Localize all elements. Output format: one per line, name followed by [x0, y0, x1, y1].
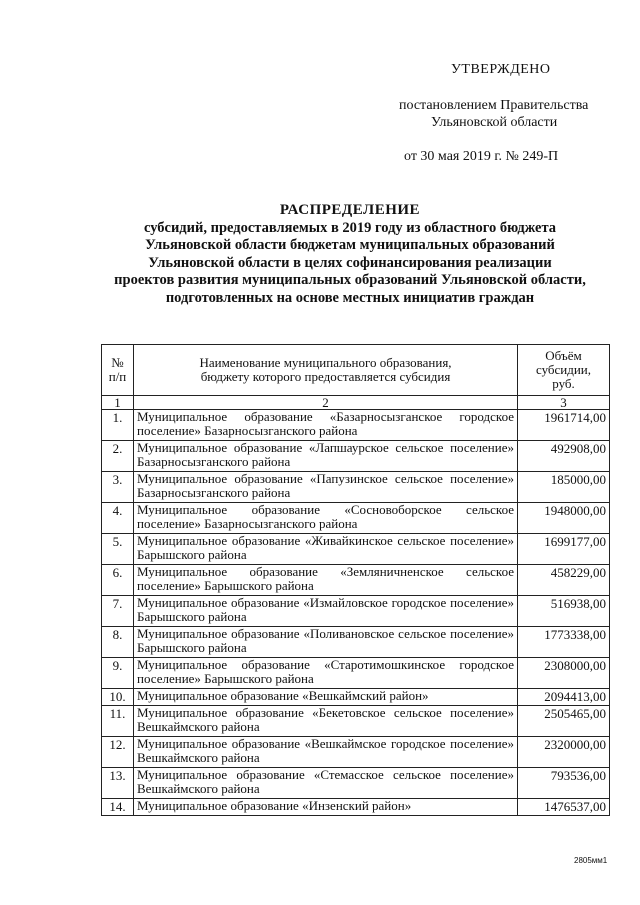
row-name: Муниципальное образование «Инзенский район» — [134, 799, 518, 816]
title-line: подготовленных на основе местных инициатив граждан — [165, 289, 535, 306]
row-amount: 2320000,00 — [518, 737, 610, 768]
table-row — [102, 737, 610, 768]
table-row — [102, 441, 610, 472]
row-number: 12. — [102, 737, 134, 768]
table-row — [102, 534, 610, 565]
row-amount: 793536,00 — [518, 768, 610, 799]
row-amount: 492908,00 — [518, 441, 610, 472]
table-row — [102, 472, 610, 503]
row-name: Муниципальное образование «Вешкаймское городское поселение» Вешкаймского района — [134, 737, 518, 768]
title-line: субсидий, предоставляемых в 2019 году из областного бюджета — [143, 219, 557, 236]
row-amount: 458229,00 — [518, 565, 610, 596]
subsidy-table — [101, 344, 610, 816]
approved-by-line1: постановлением Правительства — [399, 98, 589, 113]
row-amount: 1476537,00 — [518, 799, 610, 816]
approved-by-line2: Ульяновской области — [431, 115, 558, 130]
table-row — [102, 596, 610, 627]
approval-date: от 30 мая 2019 г. № 249-П — [404, 149, 559, 164]
row-name: Муниципальное образование «Земляничненское сельское поселение» Барышского района — [134, 565, 518, 596]
row-amount: 516938,00 — [518, 596, 610, 627]
header-num: № п/п — [102, 345, 134, 396]
row-number: 5. — [102, 534, 134, 565]
table-row — [102, 410, 610, 441]
row-name: Муниципальное образование «Папузинское сельское поселение» Базарносызганского района — [134, 472, 518, 503]
row-name: Муниципальное образование «Старотимошкинское городское поселение» Барышского района — [134, 658, 518, 689]
row-name: Муниципальное образование «Стемасское сельское поселение» Вешкаймского района — [134, 768, 518, 799]
table-row — [102, 565, 610, 596]
table-row — [102, 627, 610, 658]
row-number: 6. — [102, 565, 134, 596]
column-number: 2 — [134, 396, 518, 410]
document-code: 2805мм1 — [574, 856, 608, 865]
row-name: Муниципальное образование «Сосновоборское сельское поселение» Базарносызганского района — [134, 503, 518, 534]
title-line: проектов развития муниципальных образований Ульяновской области, — [114, 272, 586, 288]
row-number: 9. — [102, 658, 134, 689]
row-name: Муниципальное образование «Живайкинское сельское поселение» Барышского района — [134, 534, 518, 565]
row-number: 2. — [102, 441, 134, 472]
row-number: 14. — [102, 799, 134, 816]
row-amount: 1699177,00 — [518, 534, 610, 565]
table-header-row — [102, 345, 610, 396]
row-amount: 2094413,00 — [518, 689, 610, 706]
table-row — [102, 706, 610, 737]
approved-stamp: УТВЕРЖДЕНО — [451, 62, 551, 77]
row-amount: 185000,00 — [518, 472, 610, 503]
row-amount: 1773338,00 — [518, 627, 610, 658]
row-number: 11. — [102, 706, 134, 737]
table-row — [102, 689, 610, 706]
row-number: 7. — [102, 596, 134, 627]
row-name: Муниципальное образование «Бекетовское сельское поселение» Вешкаймского района — [134, 706, 518, 737]
row-number: 1. — [102, 410, 134, 441]
header-name: Наименование муниципального образования, бюджету которого предоставляется субсидия — [134, 345, 518, 396]
row-number: 4. — [102, 503, 134, 534]
table-row — [102, 768, 610, 799]
row-amount: 1948000,00 — [518, 503, 610, 534]
title-line: Ульяновской области в целях софинансирования реализации — [148, 254, 552, 271]
row-name: Муниципальное образование «Базарносызганское городское поселение» Базарносызганского района — [134, 410, 518, 441]
column-number-row — [102, 396, 610, 410]
document-title — [85, 202, 615, 307]
row-name: Муниципальное образование «Измайловское городское поселение» Барышского района — [134, 596, 518, 627]
row-number: 3. — [102, 472, 134, 503]
row-name: Муниципальное образование «Вешкаймский район» — [134, 689, 518, 706]
header-amount: Объём субсидии, руб. — [518, 345, 610, 396]
table-row — [102, 503, 610, 534]
table-row — [102, 799, 610, 816]
row-amount: 2505465,00 — [518, 706, 610, 737]
row-name: Муниципальное образование «Лапшаурское сельское поселение» Базарносызганского района — [134, 441, 518, 472]
row-number: 10. — [102, 689, 134, 706]
title-heading: РАСПРЕДЕЛЕНИЕ — [279, 202, 421, 218]
row-number: 8. — [102, 627, 134, 658]
row-name: Муниципальное образование «Поливановское сельское поселение» Барышского района — [134, 627, 518, 658]
row-amount: 1961714,00 — [518, 410, 610, 441]
column-number: 3 — [518, 396, 610, 410]
row-amount: 2308000,00 — [518, 658, 610, 689]
title-line: Ульяновской области бюджетам муниципальных образований — [145, 237, 555, 253]
row-number: 13. — [102, 768, 134, 799]
table-row — [102, 658, 610, 689]
column-number: 1 — [102, 396, 134, 410]
